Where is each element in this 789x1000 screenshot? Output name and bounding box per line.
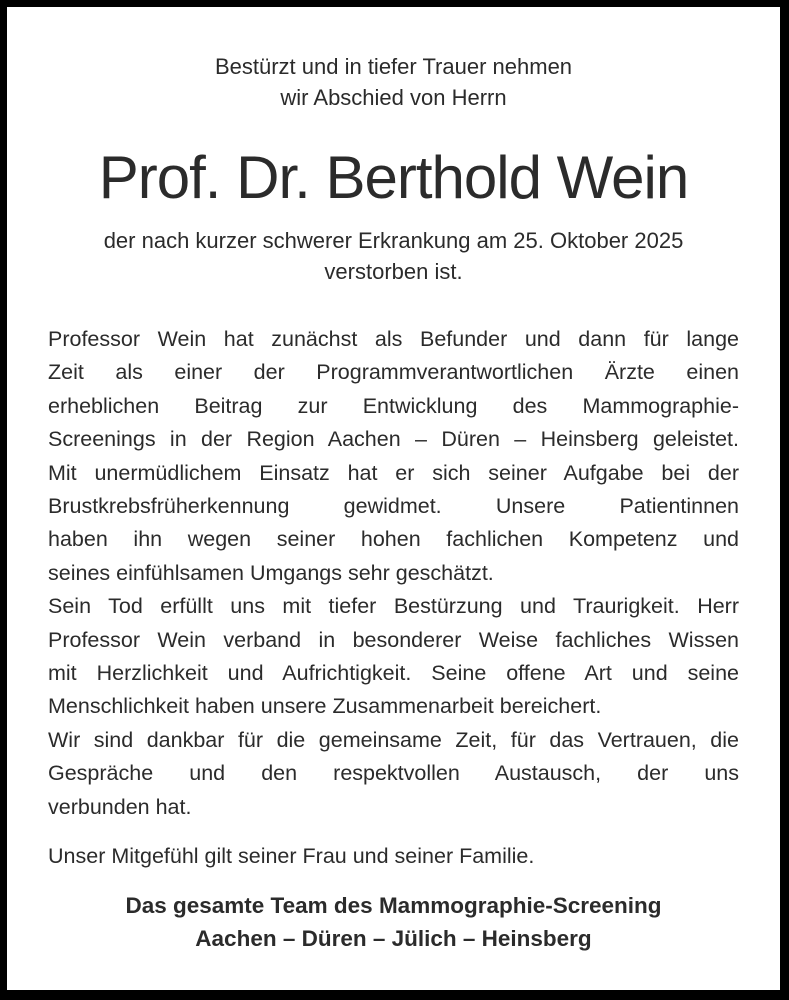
body-line: haben ihn wegen seiner hohen fachlichen Kompetenz und xyxy=(48,527,739,552)
obituary-content xyxy=(7,7,780,955)
paragraph-1 xyxy=(48,323,739,590)
death-info-line-2: verstorben ist. xyxy=(324,259,463,284)
signature-block xyxy=(48,889,739,955)
body-line: Zeit als einer der Programmverantwortlichen Ärzte einen xyxy=(48,360,739,385)
body-line: Wir sind dankbar für die gemeinsame Zeit, für das Vertrauen, die xyxy=(48,727,739,752)
paragraph-3 xyxy=(48,724,739,824)
body-line: Menschlichkeit haben unsere Zusammenarbeit bereichert. xyxy=(48,694,602,719)
death-info xyxy=(48,225,739,287)
body-line: Professor Wein verband in besonderer Weise fachliches Wissen xyxy=(48,627,739,652)
body-line: Mit unermüdlichem Einsatz hat er sich seiner Aufgabe bei der xyxy=(48,460,739,485)
body-line: Screenings in der Region Aachen – Düren – Heinsberg geleistet. xyxy=(48,427,739,452)
body-line: mit Herzlichkeit und Aufrichtigkeit. Seine offene Art und seine xyxy=(48,661,739,686)
opening-line-1: Bestürzt und in tiefer Trauer nehmen xyxy=(214,54,573,79)
condolence-line: Unser Mitgefühl gilt seiner Frau und seiner Familie. xyxy=(48,844,535,869)
body-line: seines einfühlsamen Umgangs sehr geschätzt. xyxy=(48,560,494,585)
body-line: Brustkrebsfrüherkennung gewidmet. Unsere Patientinnen xyxy=(48,494,739,519)
obituary-body xyxy=(48,323,739,824)
body-line: Sein Tod erfüllt uns mit tiefer Bestürzung und Traurigkeit. Herr xyxy=(48,594,739,619)
deceased-name: Prof. Dr. Berthold Wein xyxy=(98,144,689,211)
opening-lines xyxy=(48,51,739,113)
body-line: Professor Wein hat zunächst als Befunder und dann für lange xyxy=(48,327,739,351)
death-info-line-1: der nach kurzer schwerer Erkrankung am 25. Oktober 2025 xyxy=(103,228,684,253)
paragraph-2 xyxy=(48,590,739,724)
body-line: verbunden hat. xyxy=(48,794,192,819)
body-line: Gespräche und den respektvollen Austausch, der uns xyxy=(48,761,739,786)
signature-line-1: Das gesamte Team des Mammographie-Screening xyxy=(125,893,662,919)
opening-line-2: wir Abschied von Herrn xyxy=(280,85,507,110)
signature-line-2: Aachen – Düren – Jülich – Heinsberg xyxy=(195,926,592,952)
body-line: erheblichen Beitrag zur Entwicklung des Mammographie- xyxy=(48,393,739,418)
